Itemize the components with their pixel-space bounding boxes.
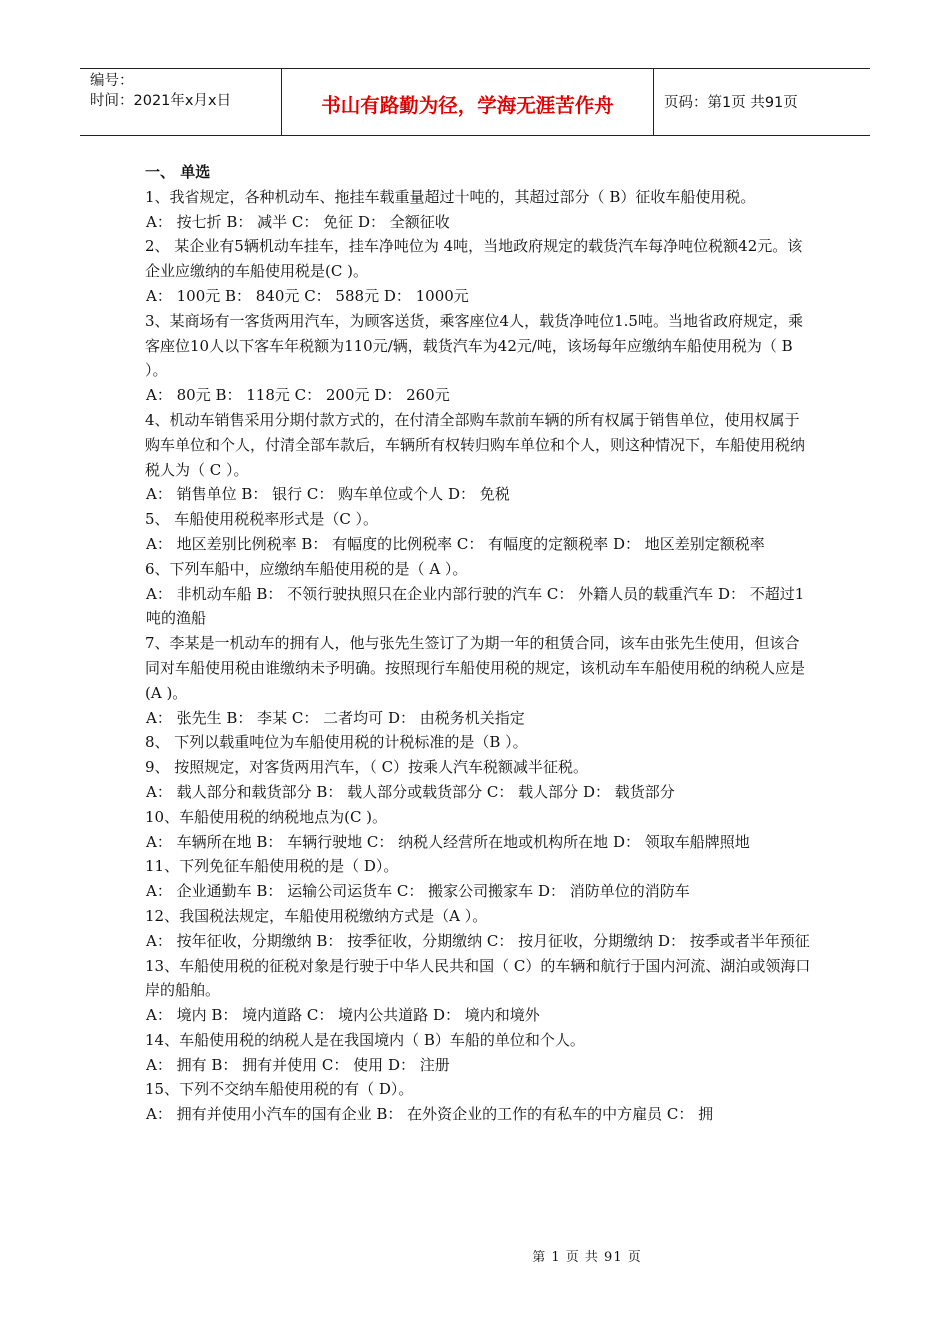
question-7: 7、李某是一机动车的拥有人，他与张先生签订了为期一年的租赁合同，该车由张先生使用，但该合同对车船使用税由谁缴纳未予明确。按照现行车船使用税的规定，该机动车车船使用税的纳税人应是(A )。: [145, 634, 806, 702]
question-9: 9、 按照规定，对客货两用汽车，（ C）按乘人汽车税额减半征税。: [145, 758, 589, 777]
options-15: A： 拥有并使用小汽车的国有企业 B： 在外资企业的工作的有私车的中方雇员 C： 拥: [146, 1105, 714, 1124]
question-10: 10、车船使用税的纳税地点为(C )。: [145, 807, 388, 826]
document-body: [145, 160, 813, 1127]
question-6: 6、下列车船中，应缴纳车船使用税的是（ A ）。: [145, 559, 468, 578]
header-motto: 书山有路勤为径，学海无涯苦作舟: [282, 69, 654, 135]
question-8: 8、 下列以载重吨位为车船使用税的计税标准的是（B ）。: [145, 733, 528, 752]
options-6: A： 非机动车船 B： 不领行驶执照只在企业内部行驶的汽车 C： 外籍人员的载重汽车 D： 不超过1吨的渔船: [146, 584, 805, 628]
time-label: 时间：2021年x月x日: [90, 93, 232, 109]
page-header: [80, 68, 870, 136]
question-4: 4、机动车销售采用分期付款方式的，在付清全部购车款前车辆的所有权属于销售单位，使用权属于购车单位和个人，付清全部车款后，车辆所有权转归购车单位和个人，则这种情况下，车船使用税纳税人为（ C ）。: [145, 410, 806, 479]
options-2: A： 100元 B： 840元 C： 588元 D： 1000元: [146, 286, 469, 305]
question-13: 13、车船使用税的征税对象是行驶于中华人民共和国（ C）的车辆和航行于国内河流、湖泊或领海口岸的船舶。: [145, 956, 811, 1000]
options-3: A： 80元 B： 118元 C： 200元 D： 260元: [146, 386, 450, 405]
header-page-info: 页码：第1页 共91页: [664, 94, 798, 111]
section-title: 一、 单选: [145, 163, 211, 181]
question-3: 3、某商场有一客货两用汽车，为顾客送货，乘客座位4人，载货净吨位1.5吨。当地省政府规定，乘客座位10人以下客车年税额为110元/辆，载货汽车为42元/吨，该场每年应缴纳车船使用税为（ B ）。: [145, 311, 803, 380]
question-15: 15、下列不交纳车船使用税的有（ D）。: [145, 1080, 414, 1099]
options-7: A： 张先生 B： 李某 C： 二者均可 D： 由税务机关指定: [146, 708, 525, 727]
options-4: A： 销售单位 B： 银行 C： 购车单位或个人 D： 免税: [146, 485, 510, 504]
options-9: A： 载人部分和载货部分 B： 载人部分或载货部分 C： 载人部分 D： 载货部分: [146, 782, 675, 801]
question-14: 14、车船使用税的纳税人是在我国境内（ B）车船的单位和个人。: [145, 1030, 585, 1049]
question-2: 2、 某企业有5辆机动车挂车，挂车净吨位为 4吨，当地政府规定的载货汽车每净吨位税额42元。该企业应缴纳的车船使用税是(C )。: [145, 237, 803, 281]
options-10: A： 车辆所在地 B： 车辆行驶地 C： 纳税人经营所在地或机构所在地 D： 领取车船牌照地: [146, 832, 750, 851]
options-5: A： 地区差别比例税率 B： 有幅度的比例税率 C： 有幅度的定额税率 D： 地区差别定额税率: [146, 534, 765, 553]
question-11: 11、下列免征车船使用税的是（ D）。: [145, 857, 399, 876]
page-footer: 第 1 页 共 91 页: [532, 1250, 642, 1265]
options-13: A： 境内 B： 境内道路 C： 境内公共道路 D： 境内和境外: [146, 1006, 540, 1025]
question-1: 1、我省规定，各种机动车、拖挂车载重量超过十吨的，其超过部分（ B）征收车船使用税。: [145, 187, 756, 206]
options-1: A： 按七折 B： 减半 C： 免征 D： 全额征收: [146, 212, 450, 231]
header-meta: [80, 69, 282, 135]
code-label: 编号：: [90, 73, 134, 89]
options-12: A： 按年征收，分期缴纳 B： 按季征收，分期缴纳 C： 按月征收，分期缴纳 D： 按季或者半年预征: [146, 931, 810, 950]
options-11: A： 企业通勤车 B： 运输公司运货车 C： 搬家公司搬家车 D： 消防单位的消防车: [146, 882, 690, 901]
options-14: A： 拥有 B： 拥有并使用 C： 使用 D： 注册: [146, 1055, 450, 1074]
question-12: 12、我国税法规定，车船使用税缴纳方式是（A ）。: [145, 906, 488, 925]
question-5: 5、 车船使用税税率形式是（C ）。: [145, 510, 379, 529]
